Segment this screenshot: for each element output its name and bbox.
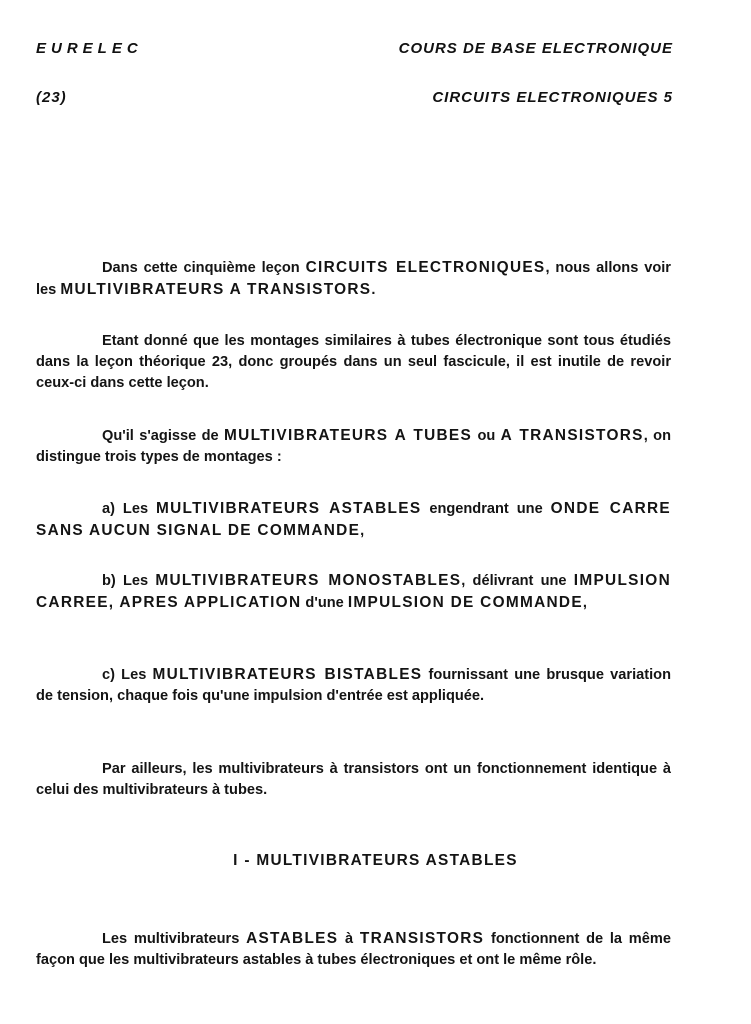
paragraph-astables — [36, 928, 671, 971]
p8-text-e: fonctionnent de la même façon que les multivibrateurs astables à tubes électroniques et ont le même rôle. — [36, 931, 671, 968]
p3-text-c: ou — [472, 428, 501, 444]
p5-caps-f: IMPULSION DE COMMANDE — [347, 594, 583, 611]
p6-text-a: c) Les — [102, 667, 153, 683]
p4-caps-b: MULTIVIBRATEURS ASTABLES — [156, 500, 422, 517]
paragraph-types-intro — [36, 425, 671, 468]
p8-text-c: à — [338, 931, 360, 947]
p4-text-a: a) Les — [102, 501, 157, 517]
section-title: I - MULTIVIBRATEURS ASTABLES — [233, 852, 518, 869]
p8-text-a: Les multivibrateurs — [102, 931, 247, 947]
header-publisher: EURELEC — [36, 40, 143, 57]
p5-caps-b: MULTIVIBRATEURS MONOSTABLES — [155, 572, 462, 589]
p8-caps-b: ASTABLES — [246, 930, 339, 947]
p7-text-a: Par ailleurs, les multivibrateurs à transistors ont un fonctionnement identique à celui des multivibrateurs à tubes. — [36, 761, 671, 798]
p2-text-a: Etant donné que les montages similaires à tubes électronique sont tous étudiés dans la leçon théorique 23, donc groupés dans un seul fascicule, il est inutile de revoir ceux-ci dans cette leçon. — [36, 333, 671, 391]
header-course-title: COURS DE BASE ELECTRONIQUE — [398, 40, 673, 57]
p1-text-a: Dans cette cinquième leçon — [102, 260, 306, 276]
p5-text-a: b) Les — [102, 573, 156, 589]
p5-text-e: d'une — [301, 595, 348, 611]
p5-text-g: , — [582, 595, 587, 611]
header-lesson-number: (23) — [36, 89, 67, 106]
p3-text-e: , on distingue trois types de montages : — [36, 428, 671, 465]
p4-text-e: , — [360, 523, 365, 539]
paragraph-intro — [36, 257, 671, 301]
p6-caps-b: MULTIVIBRATEURS BISTABLES — [152, 666, 423, 683]
p3-text-a: Qu'il s'agisse de — [102, 428, 225, 444]
paragraph-type-c — [36, 664, 671, 707]
p4-text-c: engendrant une — [421, 501, 551, 517]
p8-caps-d: TRANSISTORS — [359, 930, 485, 947]
paragraph-comparison — [36, 759, 671, 801]
p3-caps-d: A TRANSISTORS — [500, 427, 644, 444]
p5-caps-d: IMPULSION CARREE, APRES APPLICATION — [36, 572, 671, 611]
p5-text-c: , délivrant une — [461, 573, 574, 589]
paragraph-type-b — [36, 570, 671, 614]
header-lesson-title: CIRCUITS ELECTRONIQUES 5 — [432, 89, 673, 106]
p3-caps-b: MULTIVIBRATEURS A TUBES — [224, 427, 473, 444]
p1-caps-b: CIRCUITS ELECTRONIQUES — [305, 259, 546, 276]
p1-caps-d: MULTIVIBRATEURS A TRANSISTORS — [60, 281, 372, 298]
paragraph-type-a — [36, 498, 671, 542]
paragraph-tubes-note — [36, 331, 671, 394]
p1-text-e: . — [371, 282, 376, 298]
p1-text-c: , nous allons voir les — [36, 260, 671, 298]
p4-caps-d: ONDE CARRE SANS AUCUN SIGNAL DE COMMANDE — [36, 500, 671, 539]
p6-text-c: fournissant une brusque variation de tension, chaque fois qu'une impulsion d'entrée est appliquée. — [36, 667, 671, 704]
